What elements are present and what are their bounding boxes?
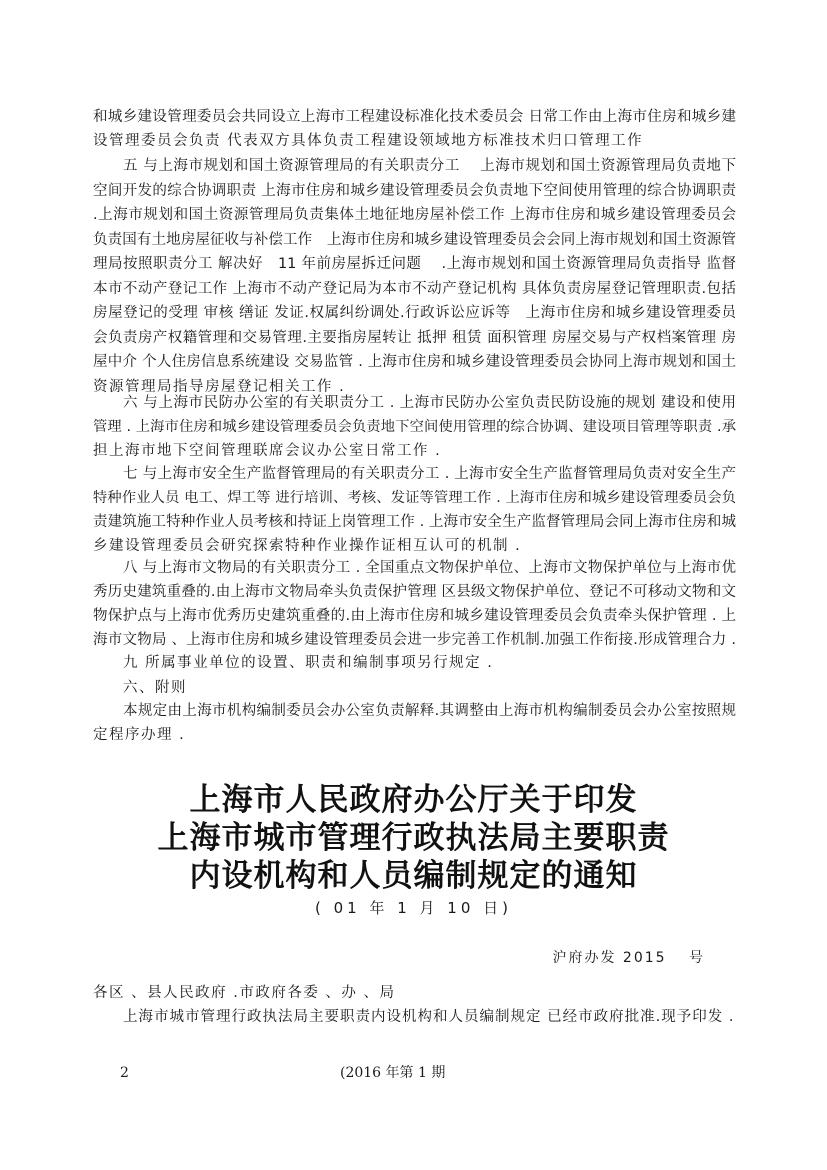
body-line: 六、附则 xyxy=(123,680,187,696)
body-line: 本市不动产登记工作 上海市不动产登记局为本市不动产登记机构 具体负责房屋登记管理职责.包括 xyxy=(93,281,736,297)
body-line: 六 与上海市民防办公室的有关职责分工 . 上海市民防办公室负责民防设施的规划 建设和使用 xyxy=(123,395,736,411)
body-line: 房屋登记的受理 审核 缮证 发证.权属纠纷调处.行政诉讼应诉等 上海市住房和城乡建设管理委员 xyxy=(93,305,736,321)
body-line: 屋中介 个人住房信息系统建设 交易监管 . 上海市住房和城乡建设管理委员会协同上海市规划和国土 xyxy=(93,354,736,370)
body-line: 八 与上海市文物局的有关职责分工 . 全国重点文物保护单位、上海市文物保护单位与上海市优 xyxy=(123,560,736,576)
document-number: 沪府办发 2015 号 xyxy=(552,950,705,966)
body-line: 九 所属事业单位的设置、职责和编制事项另行规定 . xyxy=(123,655,494,671)
issue-label: (2016 年第 1 期 xyxy=(340,1065,446,1081)
notice-date: ( 01 年 1 月 10 日) xyxy=(314,899,513,917)
notice-title-line-1: 上海市人民政府办公厅关于印发 xyxy=(189,782,638,818)
body-line: 空间开发的综合协调职责 上海市住房和城乡建设管理委员会负责地下空间使用管理的综合协调职责 xyxy=(93,183,736,199)
body-line: 管理 . 上海市住房和城乡建设管理委员会负责地下空间使用管理的综合协调、建设项目管理等职责 .承 xyxy=(93,419,736,435)
body-line: 海市文物局 、上海市住房和城乡建设管理委员会进一步完善工作机制.加强工作衔接.形成管理合力 . xyxy=(93,632,736,648)
body-line: 和城乡建设管理委员会共同设立上海市工程建设标准化技术委员会 日常工作由上海市住房和城乡建 xyxy=(93,109,736,125)
body-line: 特种作业人员 电工、焊工等 进行培训、考核、发证等管理工作 . 上海市住房和城乡建设管理委员会负 xyxy=(93,490,736,506)
body-line: 物保护点与上海市优秀历史建筑重叠的.由上海市住房和城乡建设管理委员会负责牵头保护管理 . 上 xyxy=(93,608,736,624)
addressee: 各区 、县人民政府 .市政府各委 、办 、局 xyxy=(93,985,396,1001)
body-line: 理局按照职责分工 解决好 11 年前房屋拆迁问题 .上海市规划和国土资源管理局负责指导 监督 xyxy=(93,256,736,272)
body-line: 担上海市地下空间管理联席会议办公室日常工作 . xyxy=(93,443,442,459)
body-line: 定程序办理 . xyxy=(93,727,186,743)
body-line: 设管理委员会负责 代表双方具体负责工程建设领域地方标准技术归口管理工作 xyxy=(93,133,644,149)
page-number: 2 xyxy=(120,1065,129,1081)
body-line: 乡建设管理委员会研究探索特种作业操作证相互认可的机制 . xyxy=(93,538,522,554)
notice-text: 上海市城市管理行政执法局主要职责内设机构和人员编制规定 已经市政府批准.现予印发 . xyxy=(123,1009,735,1025)
body-line: 责建筑施工特种作业人员考核和持证上岗管理工作 . 上海市安全生产监督管理局会同上海市住房和城 xyxy=(93,514,736,530)
body-line: 会负责房产权籍管理和交易管理.主要指房屋转让 抵押 租赁 面积管理 房屋交易与产权档案管理 房 xyxy=(93,330,736,346)
body-line: 负责国有土地房屋征收与补偿工作 上海市住房和城乡建设管理委员会会同上海市规划和国土资源管 xyxy=(93,232,736,248)
notice-title-line-3: 内设机构和人员编制规定的通知 xyxy=(189,858,638,894)
body-line: .上海市规划和国土资源管理局负责集体土地征地房屋补偿工作 上海市住房和城乡建设管理委员会 xyxy=(93,207,736,223)
body-line: 五 与上海市规划和国土资源管理局的有关职责分工 上海市规划和国土资源管理局负责地下 xyxy=(123,158,736,174)
notice-title-line-2: 上海市城市管理行政执法局主要职责 xyxy=(157,820,670,856)
body-line: 秀历史建筑重叠的.由上海市文物局牵头负责保护管理 区县级文物保护单位、登记不可移动文物和文 xyxy=(93,584,736,600)
body-line: 资源管理局指导房屋登记相关工作 . xyxy=(93,379,346,395)
body-line: 七 与上海市安全生产监督管理局的有关职责分工 . 上海市安全生产监督管理局负责对安全生产 xyxy=(123,466,736,482)
body-line: 本规定由上海市机构编制委员会办公室负责解释.其调整由上海市机构编制委员会办公室按照规 xyxy=(123,703,736,719)
